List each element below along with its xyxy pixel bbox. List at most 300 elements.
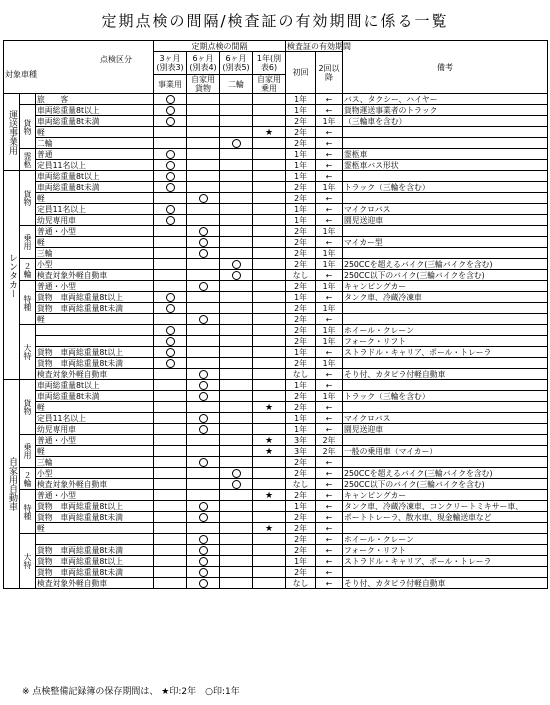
interval-cell [253, 116, 286, 127]
first-validity: 2年 [286, 193, 316, 204]
interval-cell [220, 149, 253, 160]
subsequent-validity: 1年 [316, 248, 343, 259]
subsequent-validity: ← [316, 204, 343, 215]
interval-cell [187, 149, 220, 160]
remarks-cell: キャンピングカー [343, 490, 548, 501]
table-row [4, 105, 548, 116]
circle-mark [166, 150, 175, 159]
table-row [4, 369, 548, 380]
first-validity: 1年 [286, 347, 316, 358]
first-validity: 2年 [286, 512, 316, 523]
inspection-table [3, 40, 548, 589]
vehicle-type: 定員11名以上 [36, 160, 154, 171]
interval-cell [220, 523, 253, 534]
interval-cell [187, 336, 220, 347]
circle-mark [199, 557, 208, 566]
first-validity: 2年 [286, 237, 316, 248]
subsequent-validity: ← [316, 468, 343, 479]
first-validity: 2年 [286, 545, 316, 556]
vehicle-type: 貨物 車両総重量8t以上 [36, 501, 154, 512]
interval-cell [253, 292, 286, 303]
remarks-cell [343, 402, 548, 413]
interval-cell [253, 369, 286, 380]
section-label: 自家用自動車 [4, 380, 20, 589]
table-row [4, 567, 548, 578]
interval-cell [154, 204, 187, 215]
circle-mark [199, 579, 208, 588]
interval-cell [154, 424, 187, 435]
remarks-cell [343, 380, 548, 391]
col-6m-5: 6ヶ月(別表5) [220, 52, 253, 75]
interval-cell [154, 490, 187, 501]
circle-mark [232, 469, 241, 478]
subsequent-validity: ← [316, 556, 343, 567]
table-row [4, 226, 548, 237]
table-row [4, 391, 548, 402]
use-3m: 事業用 [154, 75, 187, 94]
use-6m-4: 自家用貨物 [187, 75, 220, 94]
vehicle-type: 小型 [36, 259, 154, 270]
interval-cell [220, 556, 253, 567]
remarks-cell: マイクロバス [343, 413, 548, 424]
interval-cell [154, 578, 187, 589]
table-row [4, 402, 548, 413]
table-row [4, 292, 548, 303]
remarks-cell: トラック（三輪を含む） [343, 182, 548, 193]
subsequent-validity: 1年 [316, 226, 343, 237]
subsequent-validity: ← [316, 127, 343, 138]
subsequent-validity: ← [316, 193, 343, 204]
circle-mark [199, 513, 208, 522]
first-validity: 2年 [286, 248, 316, 259]
table-row [4, 578, 548, 589]
interval-cell [220, 270, 253, 281]
interval-cell [253, 303, 286, 314]
interval-cell [253, 127, 286, 138]
remarks-cell: 250CC以下のバイク(三輪バイクを含む) [343, 270, 548, 281]
table-row [4, 204, 548, 215]
first-validity: 2年 [286, 457, 316, 468]
table-row [4, 534, 548, 545]
interval-cell [154, 413, 187, 424]
first-validity: なし [286, 369, 316, 380]
subsequent-validity: ← [316, 237, 343, 248]
interval-cell [253, 226, 286, 237]
remarks-cell: （三輪車を含む） [343, 116, 548, 127]
table-row [4, 435, 548, 446]
interval-cell [154, 138, 187, 149]
vehicle-type: 車両総重量8t未満 [36, 182, 154, 193]
interval-cell [154, 435, 187, 446]
interval-cell [154, 545, 187, 556]
interval-cell [253, 182, 286, 193]
circle-mark [166, 337, 175, 346]
subsequent-validity: 1年 [316, 281, 343, 292]
vehicle-type: 普通 [36, 149, 154, 160]
interval-cell [220, 358, 253, 369]
subsequent-validity: ← [316, 512, 343, 523]
remarks-cell: 一般の乗用車（マイカー） [343, 446, 548, 457]
remarks-cell: マイクロバス [343, 204, 548, 215]
interval-cell [154, 215, 187, 226]
subsequent-validity: 1年 [316, 391, 343, 402]
remarks-cell [343, 358, 548, 369]
table-row [4, 457, 548, 468]
circle-mark [199, 568, 208, 577]
interval-cell [187, 545, 220, 556]
table-row [4, 501, 548, 512]
interval-cell [187, 479, 220, 490]
table-row [4, 94, 548, 105]
first-header: 初回 [286, 52, 316, 94]
circle-mark [166, 183, 175, 192]
interval-cell [154, 512, 187, 523]
interval-cell [154, 259, 187, 270]
interval-cell [253, 105, 286, 116]
subsequent-validity: ← [316, 490, 343, 501]
interval-cell [220, 512, 253, 523]
subsequent-validity: 1年 [316, 336, 343, 347]
interval-cell [187, 402, 220, 413]
remarks-cell [343, 226, 548, 237]
vehicle-type: 貨物 車両総重量8t未満 [36, 512, 154, 523]
interval-cell [187, 127, 220, 138]
interval-cell [154, 149, 187, 160]
interval-cell [187, 270, 220, 281]
group-label: 貨物 [20, 380, 36, 435]
group-label: 乗用 [20, 226, 36, 259]
interval-cell [187, 347, 220, 358]
interval-cell [253, 468, 286, 479]
first-validity: 2年 [286, 116, 316, 127]
table-row [4, 182, 548, 193]
group-label: 霊柩 [20, 149, 36, 171]
group-label: 貨物 [20, 171, 36, 226]
interval-cell [154, 248, 187, 259]
table-row [4, 479, 548, 490]
interval-cell [253, 160, 286, 171]
first-validity: 1年 [286, 171, 316, 182]
interval-cell [154, 281, 187, 292]
group-label: ２輪 [20, 468, 36, 490]
interval-cell [187, 314, 220, 325]
remarks-cell: 園児送迎車 [343, 424, 548, 435]
remarks-cell: トラック（三輪を含む） [343, 391, 548, 402]
vehicle-type: 三輪 [36, 248, 154, 259]
interval-cell [220, 292, 253, 303]
subsequent-validity: ← [316, 171, 343, 182]
use-1y: 自家用乗用 [253, 75, 286, 94]
interval-cell [187, 259, 220, 270]
interval-cell [154, 556, 187, 567]
remarks-cell: 250CCを超えるバイク(三輪バイクを含む) [343, 468, 548, 479]
group-label: 乗用 [20, 435, 36, 468]
subsequent-validity: 1年 [316, 259, 343, 270]
interval-cell [187, 523, 220, 534]
interval-cell [220, 545, 253, 556]
interval-cell [154, 160, 187, 171]
interval-cell [253, 193, 286, 204]
group-label: 特種 [20, 490, 36, 534]
circle-mark [232, 480, 241, 489]
interval-cell [187, 457, 220, 468]
interval-cell [154, 457, 187, 468]
interval-cell [220, 435, 253, 446]
interval-cell [220, 171, 253, 182]
remarks-cell: タンク車、冷蔵冷凍車、コンクリートミキサー車、 [343, 501, 548, 512]
vehicle-type: 軽 [36, 127, 154, 138]
remarks-cell: 園児送迎車 [343, 215, 548, 226]
interval-cell [154, 501, 187, 512]
vehicle-type: 車両総重量8t以上 [36, 105, 154, 116]
interval-cell [220, 94, 253, 105]
col-3m: 3ヶ月(別表3) [154, 52, 187, 75]
interval-cell [187, 391, 220, 402]
interval-cell [253, 358, 286, 369]
interval-cell [253, 204, 286, 215]
first-validity: 2年 [286, 468, 316, 479]
col-6m-4: 6ヶ月(別表4) [187, 52, 220, 75]
interval-cell [220, 193, 253, 204]
interval-cell [220, 380, 253, 391]
subsequent-validity: ← [316, 479, 343, 490]
vehicle-type: 三輪 [36, 457, 154, 468]
interval-cell [187, 380, 220, 391]
subsequent-validity: ← [316, 545, 343, 556]
interval-cell [154, 479, 187, 490]
interval-cell [154, 171, 187, 182]
vehicle-type: 普通・小型 [36, 490, 154, 501]
interval-cell [154, 468, 187, 479]
subsequent-validity: ← [316, 347, 343, 358]
circle-mark [166, 326, 175, 335]
interval-cell [220, 347, 253, 358]
subsequent-validity: ← [316, 105, 343, 116]
circle-mark [199, 370, 208, 379]
interval-cell [220, 237, 253, 248]
first-validity: 3年 [286, 446, 316, 457]
table-row [4, 325, 548, 336]
interval-cell [187, 501, 220, 512]
vehicle-type: 軽 [36, 523, 154, 534]
circle-mark [232, 139, 241, 148]
vehicle-type: 定員11名以上 [36, 413, 154, 424]
interval-cell [253, 512, 286, 523]
vehicle-type: 普通・小型 [36, 435, 154, 446]
subsequent-validity: ← [316, 402, 343, 413]
subsequent-validity: 1年 [316, 303, 343, 314]
interval-cell [253, 325, 286, 336]
interval-cell [220, 457, 253, 468]
subsequent-validity: ← [316, 314, 343, 325]
circle-mark [199, 282, 208, 291]
vehicle-type: 軽 [36, 237, 154, 248]
table-row [4, 303, 548, 314]
remarks-cell: タンク車、冷蔵冷凍車 [343, 292, 548, 303]
subsequent-validity: 2年 [316, 446, 343, 457]
interval-cell [187, 94, 220, 105]
subsequent-validity: ← [316, 94, 343, 105]
interval-cell [253, 347, 286, 358]
group-label: 大特 [20, 534, 36, 589]
group-label [20, 94, 36, 105]
table-row [4, 116, 548, 127]
interval-cell [187, 534, 220, 545]
interval-cell [253, 523, 286, 534]
first-validity: 2年 [286, 325, 316, 336]
interval-cell [187, 578, 220, 589]
interval-cell [220, 105, 253, 116]
interval-cell [253, 457, 286, 468]
interval-cell [253, 314, 286, 325]
star-mark: ★ [264, 127, 274, 138]
interval-cell [187, 512, 220, 523]
section-label: レンタカー [4, 171, 20, 380]
vehicle-type: 貨物 車両総重量8t以上 [36, 347, 154, 358]
interval-cell [187, 193, 220, 204]
interval-cell [220, 325, 253, 336]
interval-cell [220, 314, 253, 325]
first-validity: 3年 [286, 435, 316, 446]
vehicle-type: 車両総重量8t以上 [36, 171, 154, 182]
interval-cell [187, 226, 220, 237]
table-row [4, 127, 548, 138]
interval-cell [253, 501, 286, 512]
interval-cell [220, 336, 253, 347]
first-validity: 2年 [286, 358, 316, 369]
interval-cell [220, 138, 253, 149]
remarks-cell: ポートトレーラ、散水車、現金輸送車など [343, 512, 548, 523]
interval-cell [154, 182, 187, 193]
vehicle-type: 検査対象外軽自動車 [36, 479, 154, 490]
remarks-cell [343, 435, 548, 446]
interval-cell [253, 545, 286, 556]
interval-cell [187, 567, 220, 578]
remarks-cell: 250CC以下のバイク(三輪バイクを含む) [343, 479, 548, 490]
remarks-cell [343, 303, 548, 314]
table-row [4, 446, 548, 457]
circle-mark [166, 293, 175, 302]
circle-mark [199, 458, 208, 467]
interval-cell [220, 424, 253, 435]
interval-cell [253, 490, 286, 501]
first-validity: 2年 [286, 259, 316, 270]
first-validity: 1年 [286, 501, 316, 512]
first-validity: 1年 [286, 556, 316, 567]
circle-mark [199, 425, 208, 434]
first-validity: 1年 [286, 94, 316, 105]
interval-cell [220, 160, 253, 171]
footnote: ※ 点検整備記録簿の保存期間は、 ★印:2年 ○印:1年 [22, 687, 240, 697]
vehicle-type: 検査対象外軽自動車 [36, 270, 154, 281]
circle-mark [232, 260, 241, 269]
first-validity: 1年 [286, 105, 316, 116]
star-mark: ★ [264, 435, 274, 446]
interval-cell [187, 325, 220, 336]
interval-cell [220, 567, 253, 578]
interval-cell [154, 292, 187, 303]
circle-mark [199, 194, 208, 203]
first-validity: 1年 [286, 413, 316, 424]
remarks-cell: 霊柩車 [343, 149, 548, 160]
subsequent-validity: ← [316, 138, 343, 149]
interval-cell [253, 534, 286, 545]
vehicle-type: 小型 [36, 468, 154, 479]
vehicle-type: 普通・小型 [36, 226, 154, 237]
table-row [4, 347, 548, 358]
vehicle-type: 二輪 [36, 138, 154, 149]
table-row [4, 149, 548, 160]
vehicle-type: 軽 [36, 402, 154, 413]
interval-cell [187, 215, 220, 226]
remarks-header: 備考 [343, 41, 548, 94]
circle-mark [199, 414, 208, 423]
interval-header: 定期点検の間隔 [154, 41, 286, 52]
table-row [4, 424, 548, 435]
interval-cell [187, 468, 220, 479]
subsequent-validity: ← [316, 215, 343, 226]
vehicle-type: 定員11名以上 [36, 204, 154, 215]
table-row [4, 237, 548, 248]
interval-cell [154, 358, 187, 369]
table-row [4, 556, 548, 567]
vehicle-type: 軽 [36, 193, 154, 204]
interval-cell [187, 413, 220, 424]
interval-cell [220, 281, 253, 292]
interval-cell [253, 578, 286, 589]
star-mark: ★ [264, 523, 274, 534]
vehicle-type [36, 325, 154, 336]
table-row [4, 380, 548, 391]
subsequent-validity: ← [316, 534, 343, 545]
remarks-cell: ホイール・クレーン [343, 534, 548, 545]
remarks-cell: フォーク・リフト [343, 545, 548, 556]
first-validity: 2年 [286, 281, 316, 292]
circle-mark [166, 172, 175, 181]
circle-mark [166, 216, 175, 225]
star-mark: ★ [264, 446, 274, 457]
interval-cell [187, 490, 220, 501]
interval-cell [220, 226, 253, 237]
interval-cell [253, 380, 286, 391]
table-row [4, 336, 548, 347]
vehicle-type: 貨物 車両総重量8t未満 [36, 567, 154, 578]
interval-cell [253, 336, 286, 347]
circle-mark [199, 227, 208, 236]
interval-cell [154, 534, 187, 545]
first-validity: 1年 [286, 292, 316, 303]
interval-cell [220, 127, 253, 138]
subsequent-validity: ← [316, 501, 343, 512]
first-validity: 2年 [286, 534, 316, 545]
interval-cell [187, 248, 220, 259]
subsequent-validity: 1年 [316, 116, 343, 127]
first-validity: 1年 [286, 424, 316, 435]
circle-mark [199, 546, 208, 555]
interval-cell [154, 402, 187, 413]
interval-cell [154, 193, 187, 204]
subsequent-validity: 1年 [316, 182, 343, 193]
category-header: 点検区分 対象車種 [4, 41, 154, 94]
interval-cell [220, 402, 253, 413]
interval-cell [187, 303, 220, 314]
remarks-cell: ホイール・クレーン [343, 325, 548, 336]
table-body [4, 94, 548, 589]
remarks-cell [343, 523, 548, 534]
remarks-cell: ストラドル・キャリア、ポール・トレーラ [343, 347, 548, 358]
interval-cell [220, 182, 253, 193]
interval-cell [253, 270, 286, 281]
